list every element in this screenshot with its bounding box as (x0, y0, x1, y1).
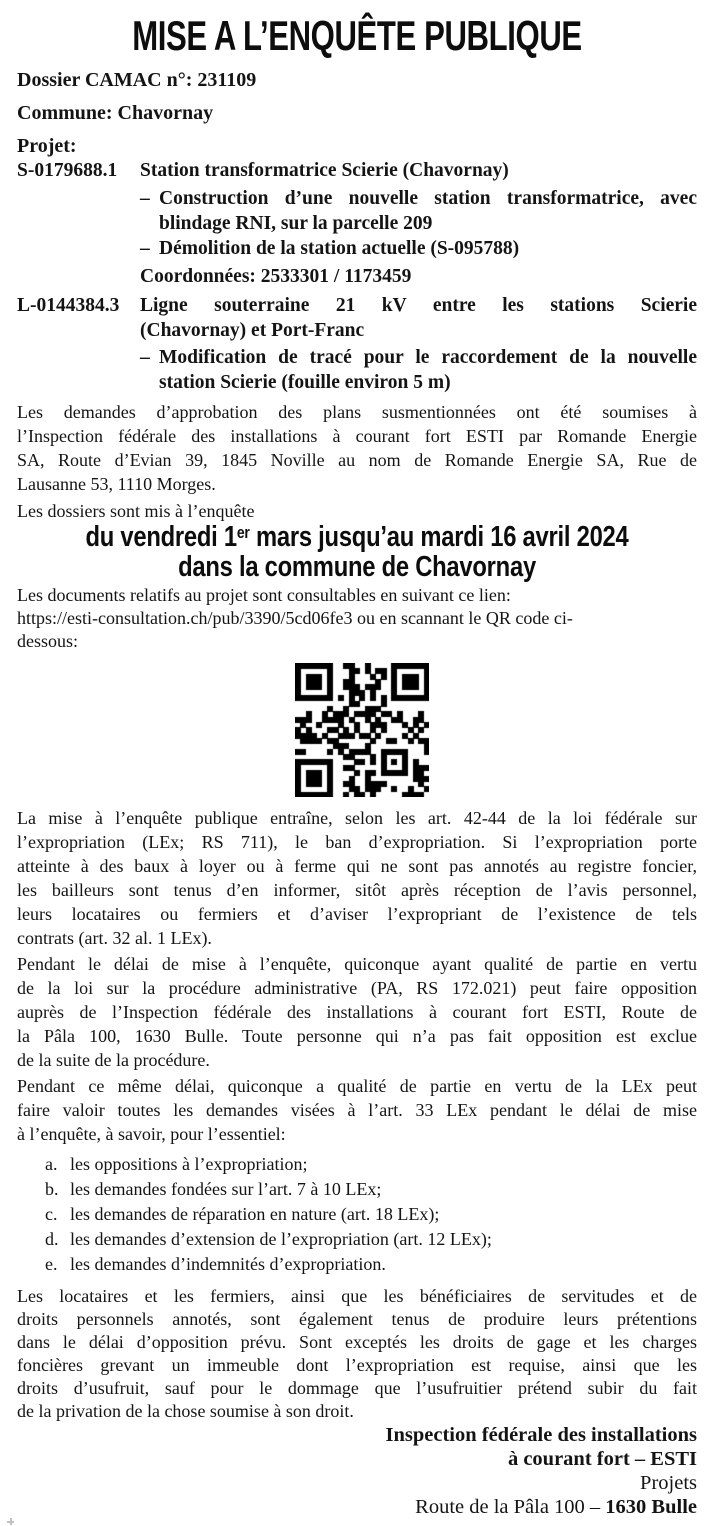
list-text: les demandes de réparation en nature (art. 18 LEx); (70, 1204, 440, 1224)
list-item (45, 1202, 697, 1227)
text-line: SA, Route d’Evian 39, 1845 Noville au nom de Romande Energie SA, Rue de (17, 450, 697, 470)
text-line: droits personnels annotés, sont également tenus de produire leurs prétentions (17, 1309, 697, 1329)
list-text: les demandes fondées sur l’art. 7 à 10 LEx; (70, 1179, 382, 1199)
project-title-line: Station transformatrice Scierie (Chavornay) (140, 160, 509, 181)
text-line: l’expropriation (LEx; RS 711), le ban d’expropriation. Si l’expropriation porte (17, 832, 697, 852)
text-line: Les documents relatifs au projet sont consultables en suivant ce lien: (17, 585, 511, 605)
list-item (45, 1177, 697, 1202)
bullet-text (159, 236, 697, 261)
text-line: dessous: (17, 631, 79, 651)
text-line: blindage RNI, sur la parcelle 209 (159, 213, 433, 234)
paragraph-pendant-delai (17, 952, 697, 1072)
consultation-url-line: https://esti-consultation.ch/pub/3390/5cd06fe3 ou en scannant le QR code ci- (17, 608, 573, 628)
list-text: les demandes d’indemnités d’expropriation. (70, 1254, 386, 1274)
paragraph-demandes (17, 400, 697, 496)
text-line: Modification de tracé pour le raccordement de la nouvelle (159, 347, 697, 368)
list-item (45, 1227, 697, 1252)
paragraph-locataires (17, 1285, 697, 1423)
text-line: faire valoir toutes les demandes visées à l’art. 33 LEx pendant le délai de mise (17, 1100, 697, 1120)
dossier-number: Dossier CAMAC n°: 231109 (17, 69, 257, 91)
authority-name-line: à courant fort – ESTI (507, 1448, 697, 1470)
text-line: leurs locataires ou fermiers et d’aviser l’expropriant de l’existence de tels (17, 904, 697, 924)
dossiers-intro-line: Les dossiers sont mis à l’enquête (17, 501, 255, 521)
bullet-text (159, 186, 697, 236)
qr-code (295, 663, 429, 797)
paragraph-link (17, 584, 697, 653)
text-line: foncières grevant un immeuble dont l’expropriation est requise, ainsi que les (17, 1355, 697, 1375)
date-line-2-text: dans la commune de Chavornay (178, 551, 536, 583)
signature-block (17, 1423, 697, 1519)
ordinal-superscript: er (236, 523, 250, 542)
text-line: auprès de l’Inspection fédérale des installations à courant fort ESTI, Route de (17, 1002, 697, 1022)
paragraph-la-mise (17, 806, 697, 950)
project-title-line: (Chavornay) et Port-Franc (140, 320, 365, 341)
dash-icon: – (140, 188, 150, 209)
text-line: Pendant le délai de mise à l’enquête, quiconque ayant qualité de partie en vertu (17, 954, 697, 974)
qr-code-container (17, 663, 697, 797)
paragraph-pendant-meme (17, 1074, 697, 1146)
text-line: Construction d’une nouvelle station transformatrice, avec (159, 188, 697, 209)
project-title-line: Ligne souterraine 21 kV entre les stations Scierie (140, 295, 697, 316)
list-item (45, 1252, 697, 1277)
text-line: de la loi sur la procédure administrative (PA, RS 172.021) peut faire opposition (17, 978, 697, 998)
list-marker: b. (45, 1179, 59, 1199)
scan-artifact (7, 1518, 14, 1525)
enquete-date-headline (17, 522, 697, 582)
dash-icon: – (140, 238, 150, 259)
text-line: dans le délai d’opposition prévu. Sont exceptés les droits de gage et les charges (17, 1332, 697, 1352)
text-line: de la privation de la chose soumise à son droit. (17, 1401, 354, 1421)
bullet-item (140, 236, 697, 261)
project-code: L-0144384.3 (17, 295, 120, 316)
project-item-ligne (17, 293, 697, 395)
bullet-item (140, 186, 697, 236)
demandes-list (45, 1152, 697, 1277)
bullet-item (140, 345, 697, 395)
coordinates-line: Coordonnées: 2533301 / 1173459 (140, 266, 412, 287)
text-line: contrats (art. 32 al. 1 LEx). (17, 928, 212, 948)
text-line: l’Inspection fédérale des installations à courant fort ESTI par Romande Energie (17, 426, 697, 446)
date-line-1 (17, 522, 697, 552)
text-line: Les demandes d’approbation des plans susmentionnées ont été soumises à (17, 402, 697, 422)
date-line-2 (17, 552, 697, 582)
page-title (17, 14, 697, 58)
text-line: de la suite de la procédure. (17, 1050, 210, 1070)
authority-role: Projets (640, 1472, 697, 1494)
text-line: Pendant ce même délai, quiconque a qualité de partie en vertu de la LEx peut (17, 1076, 697, 1096)
list-text: les demandes d’extension de l’expropriation (art. 12 LEx); (70, 1229, 492, 1249)
commune-line: Commune: Chavornay (17, 102, 214, 124)
list-marker: d. (45, 1229, 59, 1249)
date-prefix: du vendredi 1 (85, 521, 237, 553)
address-city: 1630 Bulle (605, 1496, 697, 1518)
date-suffix: mars jusqu’au mardi 16 avril 2024 (249, 521, 629, 553)
text-line: les bailleurs sont tenus d’en informer, sitôt après réception de l’avis personnel, (17, 880, 697, 900)
document-page (0, 14, 713, 1519)
text-line: La mise à l’enquête publique entraîne, selon les art. 42-44 de la loi fédérale sur (17, 808, 697, 828)
list-item (45, 1152, 697, 1177)
list-marker: c. (45, 1204, 58, 1224)
project-description (140, 158, 697, 290)
authority-name-line: Inspection fédérale des installations (385, 1424, 697, 1446)
text-line: station Scierie (fouille environ 5 m) (159, 372, 451, 393)
page-title-text: MISE A L’ENQUÊTE PUBLIQUE (132, 12, 582, 59)
dash-icon: – (140, 347, 150, 368)
project-item-station (17, 158, 697, 290)
text-line: Lausanne 53, 1110 Morges. (17, 474, 216, 494)
text-line: atteinte à des baux à loyer ou à ferme qui ne sont pas annotés au registre foncier, (17, 856, 697, 876)
list-marker: a. (45, 1154, 58, 1174)
text-line: Les locataires et les fermiers, ainsi que les bénéficiaires de servitudes et de (17, 1286, 697, 1306)
text-line: Démolition de la station actuelle (S-095788) (159, 238, 520, 259)
projet-label: Projet: (17, 135, 77, 157)
bullet-text (159, 345, 697, 395)
project-description (140, 293, 697, 395)
list-text: les oppositions à l’expropriation; (70, 1154, 308, 1174)
text-line: à l’enquête, à savoir, pour l’essentiel: (17, 1124, 286, 1144)
text-line: droits d’usufruit, sauf pour le dommage que l’usufruitier prétend subir du fait (17, 1378, 697, 1398)
address-street: Route de la Pâla 100 – (415, 1496, 606, 1518)
list-marker: e. (45, 1254, 58, 1274)
project-code: S-0179688.1 (17, 160, 118, 181)
scanned-document (0, 14, 713, 1526)
text-line: la Pâla 100, 1630 Bulle. Toute personne qui n’a pas fait opposition est exclue (17, 1026, 697, 1046)
date-line-1-text (85, 522, 628, 552)
authority-address (17, 1495, 697, 1519)
